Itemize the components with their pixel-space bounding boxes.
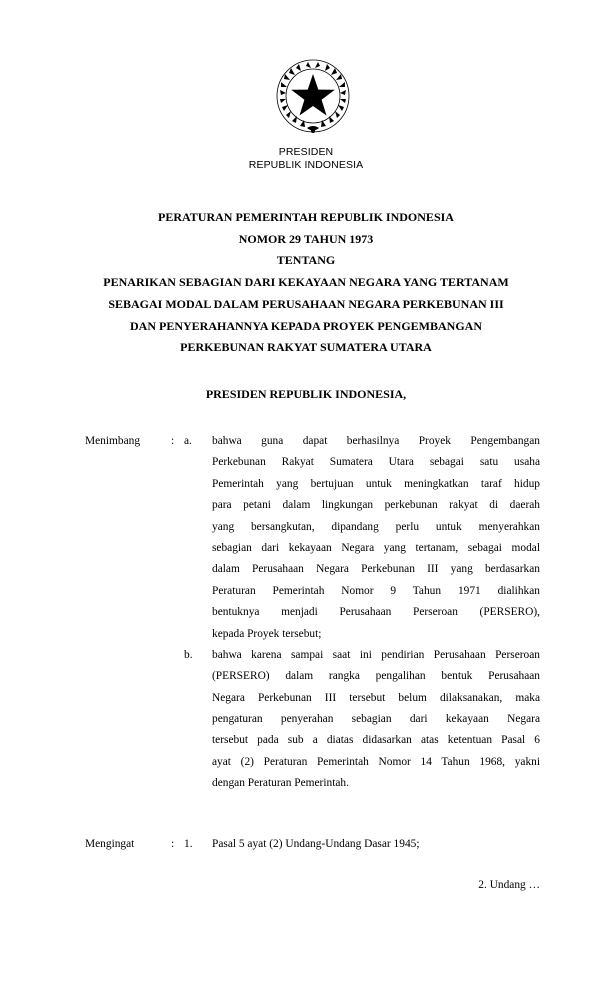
section-label: Menimbang: [85, 435, 141, 447]
regulation-number: NOMOR 29 TAHUN 1973: [238, 231, 374, 246]
text-line: yang bersangkutan, dipandang perlu untuk menyerahkan: [212, 520, 540, 533]
section-label: Mengingat: [85, 838, 135, 850]
office-title-republic: REPUBLIK INDONESIA: [248, 159, 364, 171]
text-line: dengan Peraturan Pemerintah.: [212, 777, 349, 790]
section-menimbang: [85, 431, 540, 795]
item-marker: a.: [184, 435, 192, 447]
opening-statement: PRESIDEN REPUBLIK INDONESIA,: [205, 387, 407, 401]
page-continuation-marker: 2. Undang …: [478, 879, 540, 891]
text-line: tersebut pada sub a diatas didasarkan atas ketentuan Pasal 6: [212, 734, 540, 747]
text-line: Pasal 5 ayat (2) Undang-Undang Dasar 1945;: [212, 838, 420, 850]
presidential-emblem-icon: [272, 56, 354, 138]
regulation-subject-line: PENARIKAN SEBAGIAN DARI KEKAYAAN NEGARA YANG TERTANAM: [103, 275, 509, 290]
item-body: [212, 834, 540, 855]
text-line: dalam Perusahaan Negara Perkebunan III yang berdasarkan: [212, 563, 540, 576]
text-line: Peraturan Pemerintah Nomor 9 Tahun 1971 dialihkan: [212, 584, 540, 597]
item-body: [212, 645, 540, 795]
regulation-subject-line: DAN PENYERAHANNYA KEPADA PROYEK PENGEMBANGAN: [129, 318, 482, 333]
text-line: kepada Proyek tersebut;: [212, 627, 322, 640]
consideration-item-a: [85, 431, 540, 645]
item-marker: b.: [184, 648, 193, 661]
regulation-subject-line: PERKEBUNAN RAKYAT SUMATERA UTARA: [180, 340, 432, 355]
section-colon: :: [171, 838, 175, 850]
legal-basis-item-1: [85, 834, 540, 855]
text-line: bahwa karena sampai saat ini pendirian Perusahaan Perseroan: [212, 648, 540, 661]
text-line: Negara Perkebunan III tersebut belum dilaksanakan, maka: [212, 691, 540, 704]
regulation-title: [0, 207, 612, 359]
section-colon: :: [171, 435, 175, 447]
item-marker: 1.: [184, 838, 193, 850]
text-line: ayat (2) Peraturan Pemerintah Nomor 14 Tahun 1968, yakni: [212, 755, 540, 768]
regulation-subject-line: SEBAGAI MODAL DALAM PERUSAHAAN NEGARA PERKEBUNAN III: [108, 296, 504, 311]
text-line: sebagian dari kekayaan Negara yang tertanam, sebagai modal: [212, 541, 540, 554]
text-line: Pemerintah yang bertujuan untuk meningkatkan taraf hidup: [212, 477, 540, 490]
text-line: pengaturan penyerahan sebagian dari kekayaan Negara: [212, 713, 540, 726]
regulation-type: PERATURAN PEMERINTAH REPUBLIK INDONESIA: [158, 210, 454, 224]
text-line: para petani dalam lingkungan perkebunan rakyat di daerah: [212, 499, 540, 512]
item-body: [212, 431, 540, 645]
section-mengingat: [85, 834, 540, 855]
office-title-president: PRESIDEN: [278, 146, 334, 158]
regulation-about: TENTANG: [276, 253, 336, 268]
text-line: (PERSERO) dalam rangka pengalihan bentuk Perusahaan: [212, 670, 540, 683]
text-line: bentuknya menjadi Perusahaan Perseroan (PERSERO),: [212, 606, 540, 619]
consideration-item-b: [85, 645, 540, 795]
text-line: Perkebunan Rakyat Sumatera Utara sebagai satu usaha: [212, 456, 540, 469]
text-line: bahwa guna dapat berhasilnya Proyek Pengembangan: [212, 435, 540, 447]
